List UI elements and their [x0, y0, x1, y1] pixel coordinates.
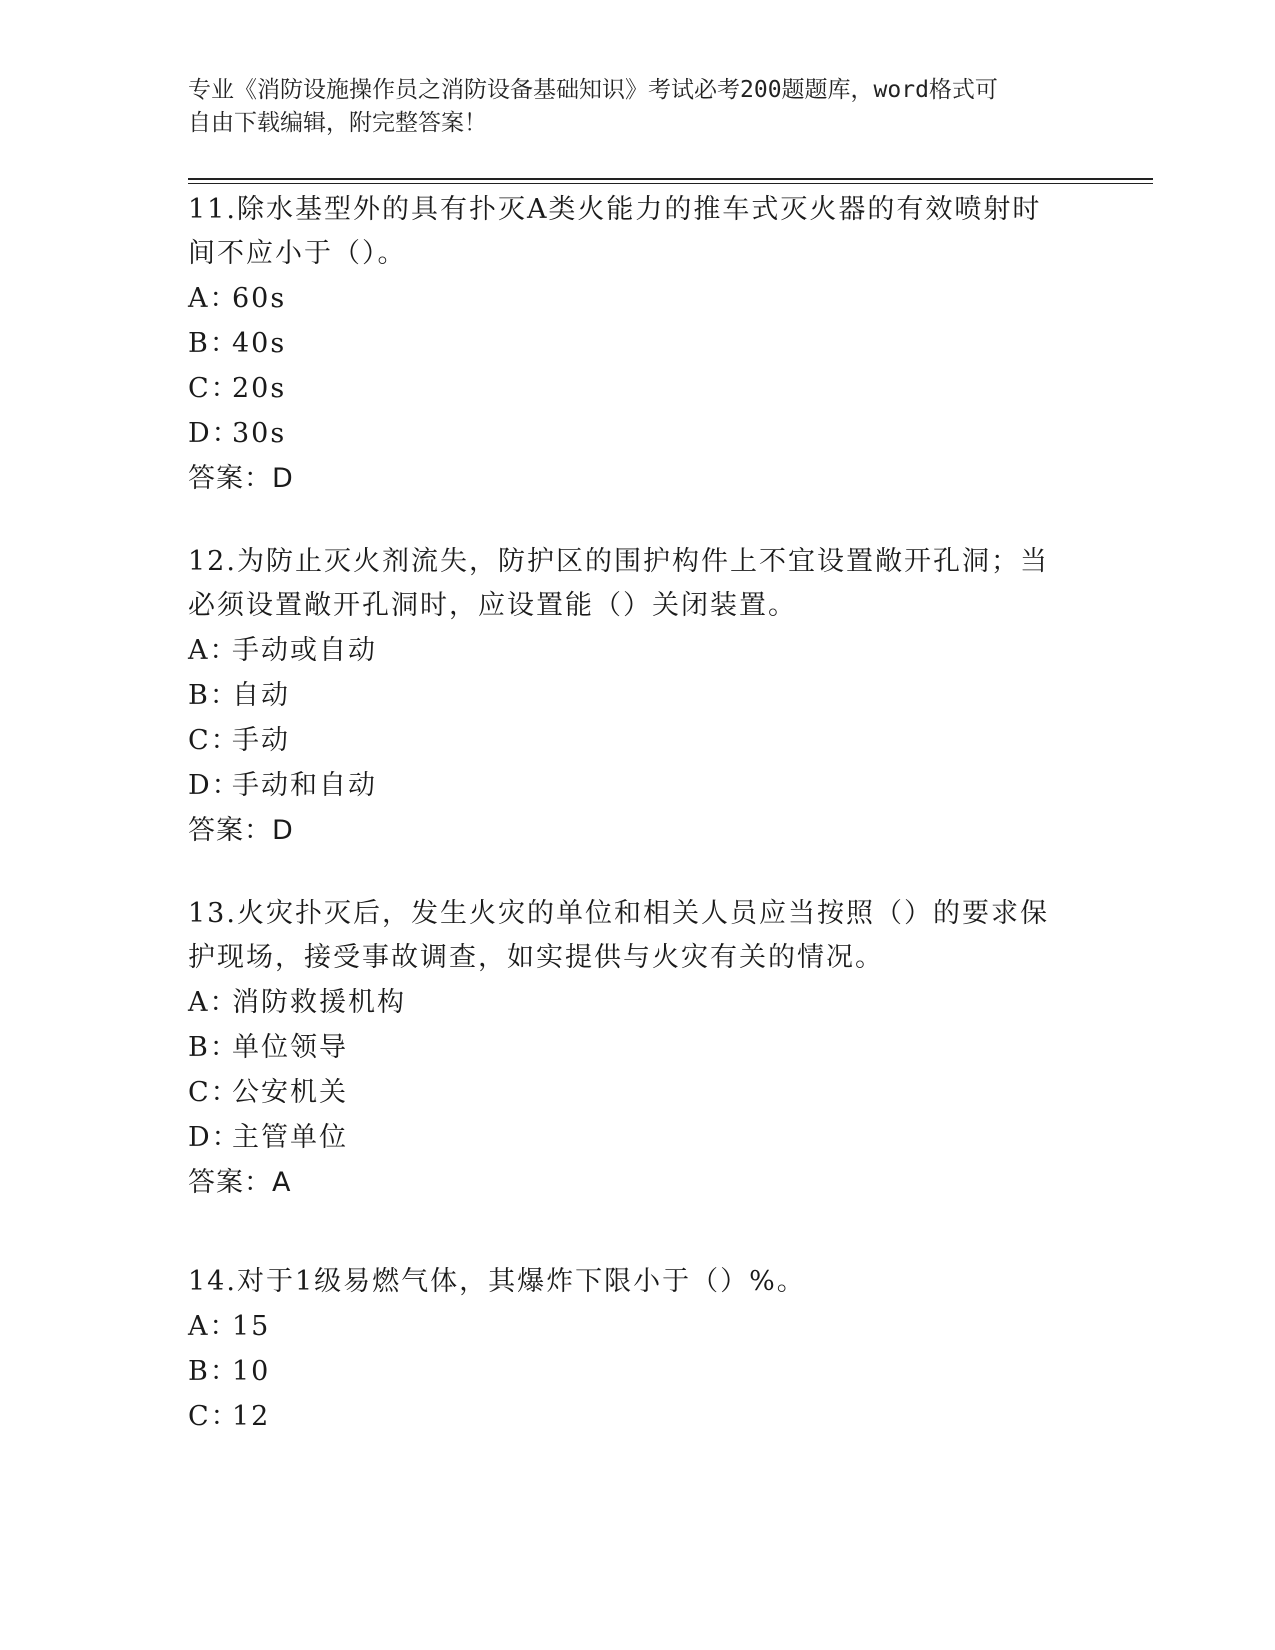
question-stem: 14.对于1级易燃气体，其爆炸下限小于（）%。: [188, 1266, 806, 1297]
option-key: B：: [188, 328, 239, 359]
option-key: C：: [188, 1401, 240, 1432]
option-key: B：: [188, 1032, 239, 1063]
option-c: [188, 1070, 1068, 1115]
question-stem: 11.除水基型外的具有扑灭A类火能力的推车式灭火器的有效喷射时间不应小于（）。: [188, 194, 1042, 269]
header-line-2: 自由下载编辑，附完整答案！: [188, 110, 487, 136]
option-key: D：: [188, 418, 241, 449]
question-stem: 13.火灾扑灭后，发生火灾的单位和相关人员应当按照（）的要求保护现场，接受事故调查，如实提供与火灾有关的情况。: [188, 898, 1049, 973]
question-stem: 12.为防止灭火剂流失，防护区的围护构件上不宜设置敞开孔洞；当必须设置敞开孔洞时，应设置能（）关闭装置。: [188, 546, 1049, 621]
option-text: 10: [232, 1356, 271, 1387]
option-a: [188, 276, 1068, 321]
option-a: [188, 1304, 1068, 1349]
option-text: 12: [232, 1401, 271, 1432]
option-text: 20s: [232, 373, 287, 404]
option-text: 单位领导: [232, 1032, 348, 1063]
option-b: [188, 1025, 1068, 1070]
option-text: 手动和自动: [232, 770, 377, 801]
option-key: B：: [188, 1356, 239, 1387]
option-text: 自动: [232, 680, 290, 711]
header-line-1: 专业《消防设施操作员之消防设备基础知识》考试必考200题题库，word格式可: [188, 77, 998, 103]
option-a: [188, 628, 1068, 673]
document-header: [188, 74, 1068, 140]
option-text: 30s: [232, 418, 287, 449]
option-text: 主管单位: [232, 1122, 348, 1153]
option-key: A：: [188, 635, 239, 666]
option-text: 公安机关: [232, 1077, 348, 1108]
option-d: [188, 1115, 1068, 1160]
answer-line: 答案：D: [188, 463, 294, 494]
question-11: [188, 188, 1068, 501]
option-text: 手动: [232, 725, 290, 756]
option-key: C：: [188, 1077, 240, 1108]
option-key: B：: [188, 680, 239, 711]
option-text: 15: [232, 1311, 271, 1342]
option-b: [188, 321, 1068, 366]
option-key: A：: [188, 987, 239, 1018]
option-c: [188, 1394, 1068, 1439]
option-text: 手动或自动: [232, 635, 377, 666]
option-key: D：: [188, 770, 241, 801]
option-c: [188, 718, 1068, 763]
header-rule-thin: [188, 183, 1153, 184]
question-12: [188, 540, 1068, 853]
option-d: [188, 763, 1068, 808]
option-text: 40s: [232, 328, 287, 359]
option-key: D：: [188, 1122, 241, 1153]
option-key: A：: [188, 1311, 239, 1342]
option-key: A：: [188, 283, 239, 314]
option-c: [188, 366, 1068, 411]
option-b: [188, 673, 1068, 718]
option-text: 消防救援机构: [232, 987, 406, 1018]
answer-line: 答案：D: [188, 815, 294, 846]
option-a: [188, 980, 1068, 1025]
question-13: [188, 892, 1068, 1205]
option-text: 60s: [232, 283, 287, 314]
option-b: [188, 1349, 1068, 1394]
question-14: [188, 1260, 1068, 1439]
option-key: C：: [188, 373, 240, 404]
answer-line: 答案：A: [188, 1167, 292, 1198]
header-rule-thick: [188, 178, 1153, 180]
option-d: [188, 411, 1068, 456]
option-key: C：: [188, 725, 240, 756]
